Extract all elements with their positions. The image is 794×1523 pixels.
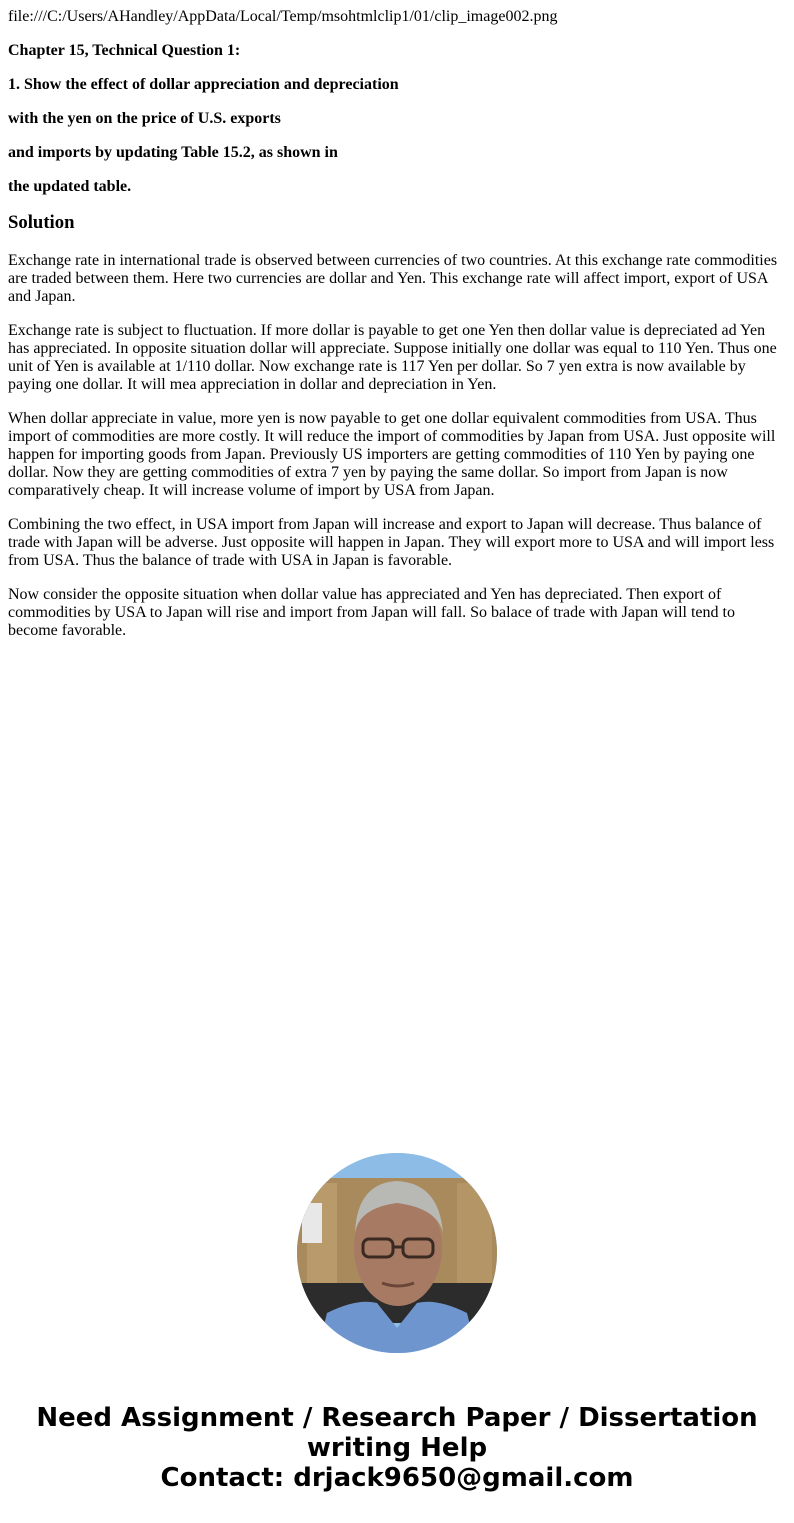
- question-line-4: the updated table.: [8, 178, 132, 195]
- question-line-3: and imports by updating Table 15.2, as shown in: [8, 144, 338, 161]
- promo-banner: [0, 1403, 794, 1493]
- solution-paragraph: Now consider the opposite situation when dollar value has appreciated and Yen has depreciated. Then export of commodities by USA to Japan will rise and import from Japan will fall. So balace of trade with Japan will tend to become favorable.: [8, 586, 735, 639]
- author-avatar: [297, 1153, 497, 1353]
- promo-line-2: writing Help: [306, 1433, 488, 1463]
- solution-paragraph: When dollar appreciate in value, more yen is now payable to get one dollar equivalent commodities from USA. Thus import of commodities are more costly. It will reduce the import of commodities by Japan from USA. Just opposite will happen for importing goods from Japan. Previously US importers are getting commodities of 110 Yen by paying one dollar. Now they are getting commodities of extra 7 yen by paying the same dollar. So import from Japan is now comparatively cheap. It will increase volume of import by USA from Japan.: [8, 410, 776, 499]
- solution-paragraph: Combining the two effect, in USA import from Japan will increase and export to Japan will decrease. Thus balance of trade with Japan will be adverse. Just opposite will happen in Japan. They will export more to USA and will import less from USA. Thus the balance of trade with USA in Japan is favorable.: [8, 516, 775, 569]
- question-line-2: with the yen on the price of U.S. exports: [8, 110, 281, 127]
- solution-paragraph: Exchange rate is subject to fluctuation. If more dollar is payable to get one Yen then dollar value is depreciated ad Yen has appreciated. In opposite situation dollar will appreciate. Suppose initially one dollar was equal to 110 Yen. Thus one unit of Yen is available at 1/110 dollar. Now exchange rate is 117 Yen per dollar. So 7 yen extra is now available by paying one dollar. It will mea appreciation in dollar and depreciation in Yen.: [8, 322, 777, 393]
- solution-heading: Solution: [8, 212, 75, 233]
- person-portrait-icon: [297, 1153, 497, 1353]
- question-title: Chapter 15, Technical Question 1:: [8, 42, 241, 59]
- promo-line-1: Need Assignment / Research Paper / Dissertation: [36, 1403, 758, 1433]
- document-body: [8, 0, 786, 640]
- promo-contact: Contact: drjack9650@gmail.com: [160, 1463, 634, 1493]
- solution-paragraph: Exchange rate in international trade is observed between currencies of two countries. At this exchange rate commodities are traded between them. Here two currencies are dollar and Yen. This exchange rate will affect import, export of USA and Japan.: [8, 252, 778, 305]
- question-line-1: 1. Show the effect of dollar appreciation and depreciation: [8, 76, 399, 93]
- image-path-text: file:///C:/Users/AHandley/AppData/Local/Temp/msohtmlclip1/01/clip_image002.png: [8, 8, 558, 25]
